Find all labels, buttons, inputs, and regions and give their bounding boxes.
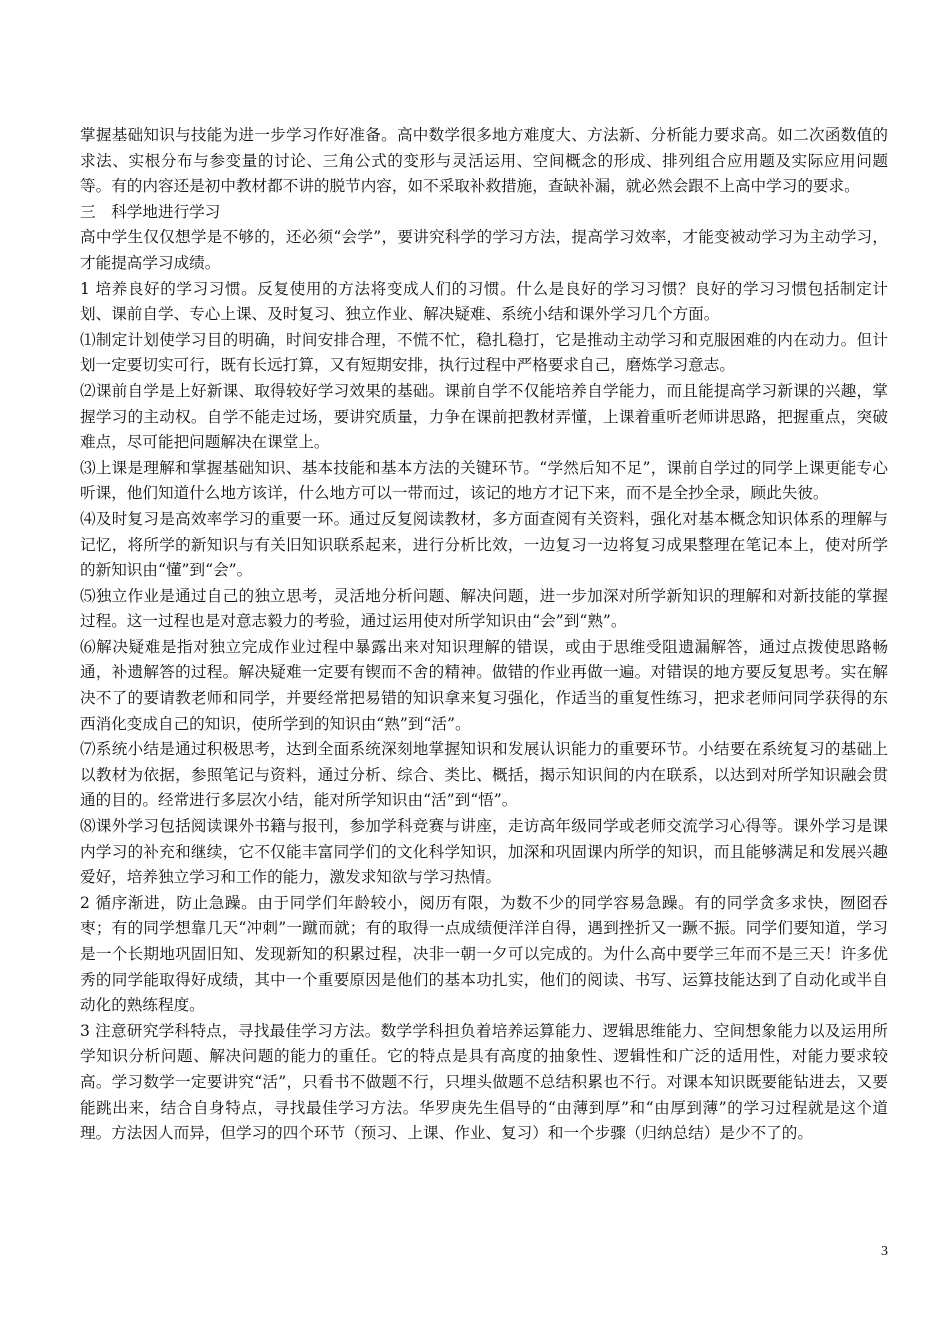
document-body — [80, 123, 888, 1147]
paragraph-habit-6-difficulties: ⑹解决疑难是指对独立完成作业过程中暴露出来对知识理解的错误，或由于思维受阻遗漏解答，通过点拨使思路畅通，补遗解答的过程。解决疑难一定要有锲而不舍的精神。做错的作业再做一遍。对错误的地方要反复思考。实在解决不了的要请教老师和同学，并要经常把易错的知识拿来复习强化，作适当的重复性练习，把求老师问同学获得的东西消化变成自己的知识，使所学到的知识由“熟”到“活”。 — [80, 637, 888, 733]
section-heading-3: 三 科学地进行学习 — [80, 202, 221, 221]
paragraph-habit-3-class: ⑶上课是理解和掌握基础知识、基本技能和基本方法的关键环节。“学然后知不足”，课前自学过的同学上课更能专心听课，他们知道什么地方该详，什么地方可以一带而过，该记的地方才记下来，而不是全抄全录，顾此失彼。 — [80, 458, 888, 503]
paragraph-habit-1-plan: ⑴制定计划使学习目的明确，时间安排合理，不慌不忙，稳扎稳打，它是推动主动学习和克服困难的内在动力。但计划一定要切实可行，既有长远打算，又有短期安排，执行过程中严格要求自己，磨炼学习意志。 — [80, 330, 888, 375]
paragraph-point-3: 3 注意研究学科特点，寻找最佳学习方法。数学学科担负着培养运算能力、逻辑思维能力、空间想象能力以及运用所学知识分析问题、解决问题的能力的重任。它的特点是具有高度的抽象性、逻辑性和广泛的适用性，对能力要求较高。学习数学一定要讲究“活”，只看书不做题不行，只埋头做题不总结积累也不行。对课本知识既要能钻进去，又要能跳出来，结合自身特点，寻找最佳学习方法。华罗庚先生倡导的“由薄到厚”和“由厚到薄”的学习过程就是这个道理。方法因人而异，但学习的四个环节（预习、上课、作业、复习）和一个步骤（归纳总结）是少不了的。 — [80, 1021, 888, 1143]
paragraph-habit-8-extracurricular: ⑻课外学习包括阅读课外书籍与报刊，参加学科竞赛与讲座，走访高年级同学或老师交流学习心得等。课外学习是课内学习的补充和继续，它不仅能丰富同学们的文化科学知识，加深和巩固课内所学的知识，而且能够满足和发展兴趣爱好，培养独立学习和工作的能力，激发求知欲与学习热情。 — [80, 817, 888, 887]
paragraph-habit-4-review: ⑷及时复习是高效率学习的重要一环。通过反复阅读教材，多方面查阅有关资料，强化对基本概念知识体系的理解与记忆，将所学的新知识与有关旧知识联系起来，进行分析比效，一边复习一边将复习成果整理在笔记本上，使对所学的新知识由“懂”到“会”。 — [80, 509, 888, 580]
paragraph-intro-continuation: 掌握基础知识与技能为进一步学习作好准备。高中数学很多地方难度大、方法新、分析能力要求高。如二次函数值的求法、实根分布与参变量的讨论、三角公式的变形与灵活运用、空间概念的形成、排列组合应用题及实际应用问题等。有的内容还是初中教材都不讲的脱节内容，如不采取补救措施，查缺补漏，就必然会跟不上高中学习的要求。 — [80, 126, 888, 196]
paragraph-habit-2-preview: ⑵课前自学是上好新课、取得较好学习效果的基础。课前自学不仅能培养自学能力，而且能提高学习新课的兴趣，掌握学习的主动权。自学不能走过场，要讲究质量，力争在课前把教材弄懂，上课着重听老师讲思路，把握重点，突破难点，尽可能把问题解决在课堂上。 — [80, 381, 888, 452]
paragraph-habit-5-homework: ⑸独立作业是通过自己的独立思考，灵活地分析问题、解决问题，进一步加深对所学新知识的理解和对新技能的掌握过程。这一过程也是对意志毅力的考验，通过运用使对所学知识由“会”到“熟”。 — [80, 586, 888, 631]
paragraph-habit-7-summary: ⑺系统小结是通过积极思考，达到全面系统深刻地掌握知识和发展认识能力的重要环节。小结要在系统复习的基础上以教材为依据，参照笔记与资料，通过分析、综合、类比、概括，揭示知识间的内在联系，以达到对所学知识融会贯通的目的。经常进行多层次小结，能对所学知识由“活”到“悟”。 — [80, 740, 888, 810]
paragraph-point-1: 1 培养良好的学习习惯。反复使用的方法将变成人们的习惯。什么是良好的学习习惯？良好的学习习惯包括制定计划、课前自学、专心上课、及时复习、独立作业、解决疑难、系统小结和课外学习几个方面。 — [80, 279, 888, 324]
paragraph-point-2: 2 循序渐进，防止急躁。由于同学们年龄较小，阅历有限，为数不少的同学容易急躁。有的同学贪多求快，囫囵吞枣；有的同学想靠几天“冲刺”一蹴而就；有的取得一点成绩便洋洋自得，遇到挫折又一蹶不振。同学们要知道，学习是一个长期地巩固旧知、发现新知的积累过程，决非一朝一夕可以完成的。为什么高中要学三年而不是三天！许多优秀的同学能取得好成绩，其中一个重要原因是他们的基本功扎实，他们的阅读、书写、运算技能达到了自动化或半自动化的熟练程度。 — [80, 893, 888, 1015]
paragraph-section-intro: 高中学生仅仅想学是不够的，还必须“会学”，要讲究科学的学习方法，提高学习效率，才能变被动学习为主动学习，才能提高学习成绩。 — [80, 228, 888, 272]
page-number: 3 — [881, 1244, 888, 1259]
